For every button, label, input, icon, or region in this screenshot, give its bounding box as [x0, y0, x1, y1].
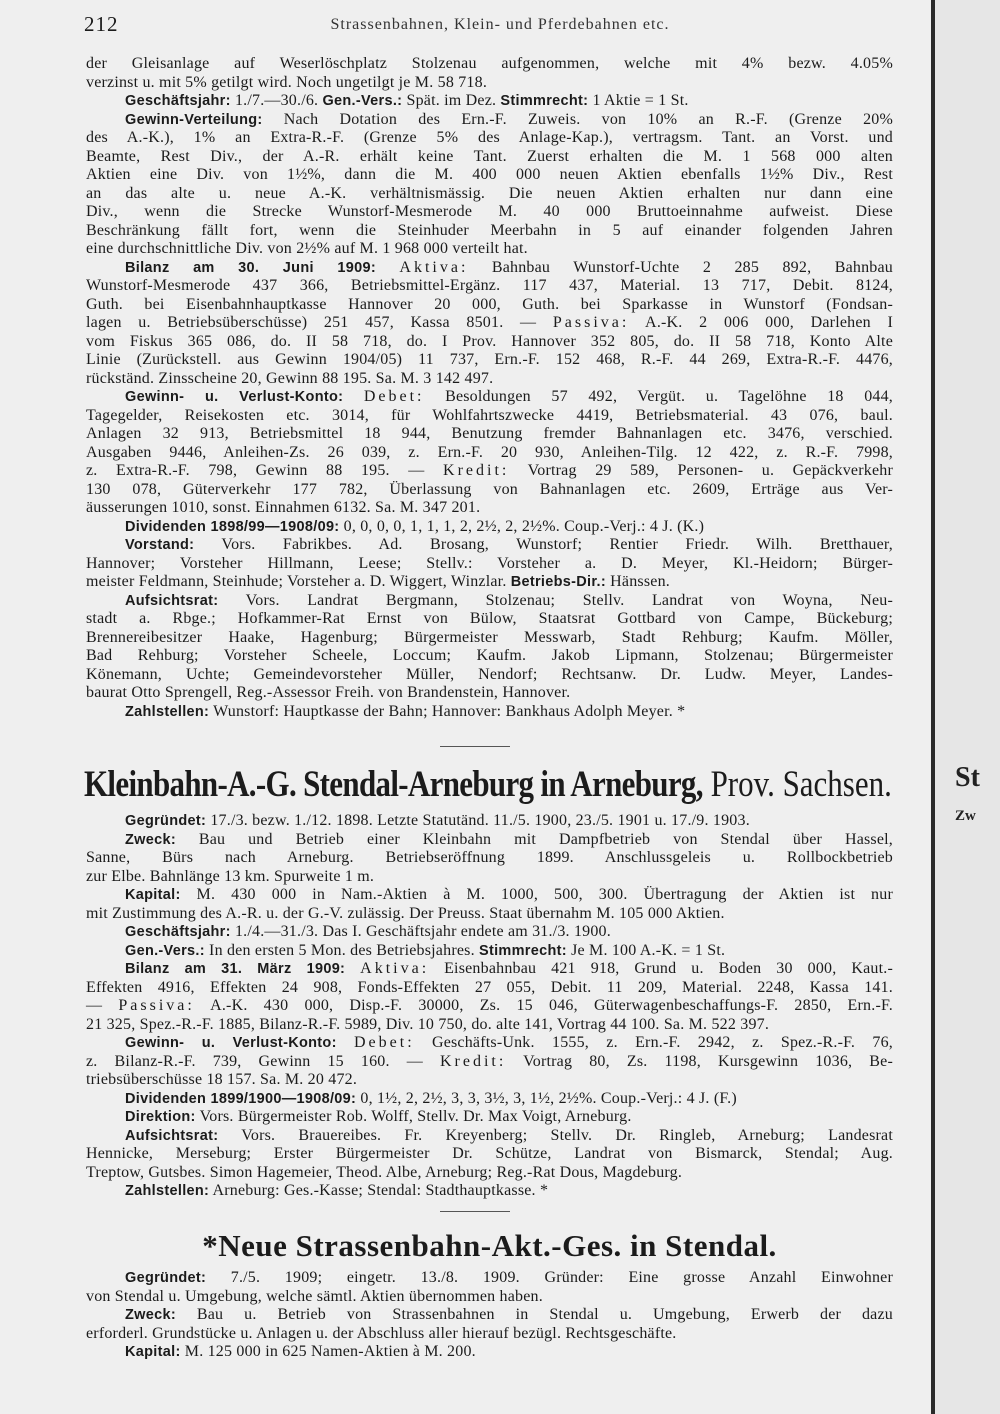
text-line — [86, 1164, 893, 1183]
text-run: Tagegelder, Reisekosten etc. 3014, für Wohlfahrtszwecke 4419, Betriebsmaterial. 43 076, baul. — [86, 406, 893, 424]
text-run: A.-K. 2 006 000, Darlehen I — [629, 314, 893, 331]
text-run: Vortrag 29 589, Personen- u. Gepäckverkehr — [509, 462, 893, 479]
text-line — [86, 684, 893, 703]
text-run: Wunstorf: Hauptkasse der Bahn; Hannover: Bankhaus Adolph Meyer. * — [209, 702, 686, 720]
field-label: Gegründet: — [125, 1270, 207, 1286]
text-run: vom Fiskus 365 086, do. II 58 718, do. I Prov. Hannover 352 805, do. II 58 718, Konto Alte — [86, 332, 893, 350]
text-run: Spät. im Dez. — [402, 92, 501, 109]
text-run: 1 Aktie = 1 St. — [588, 92, 689, 109]
field-label: Gewinn-Verteilung: — [125, 111, 263, 128]
text-line — [86, 1343, 893, 1362]
field-label: Kapital: — [125, 887, 181, 903]
section-title-neue-strassenbahn-stendal: *Neue Strassenbahn-Akt.-Ges. in Stendal. — [202, 1228, 777, 1263]
text-line — [86, 370, 893, 389]
text-run: Treptow, Gutsbes. Simon Hagemeier, Theod. Albe, Arneburg; Reg.-Rat Dous, Magdeburg. — [86, 1163, 683, 1181]
field-label: Vorstand: — [125, 537, 195, 553]
text-run: Ausgaben 9446, Anleihen-Zs. 26 039, z. Ern.-F. 20 930, Anleihen-Tilg. 12 422, z. R.-F. 7998, — [86, 443, 893, 461]
text-line — [86, 629, 893, 648]
adjacent-page-fragment: St — [955, 762, 980, 793]
text-run: Sanne, Bürs nach Arneburg. Betriebseröffnung 1899. Anschlussgeleis u. Rollbockbetrieb — [86, 849, 893, 866]
field-label: Gegründet: — [125, 813, 207, 829]
field-label: Direktion: — [125, 1109, 196, 1125]
text-run: an das alte u. neue A.-K. verhältnismässig. Die neuen Aktien erhalten nur dann eine — [86, 184, 893, 202]
text-line — [86, 647, 893, 666]
text-line — [86, 1306, 893, 1325]
field-label: Zweck: — [125, 831, 176, 848]
field-label: Zahlstellen: — [125, 703, 210, 720]
text-run: M. 125 000 in 625 Namen-Aktien à M. 200. — [180, 1343, 476, 1360]
text-line — [86, 259, 893, 278]
text-line — [86, 960, 893, 979]
text-run — [343, 388, 364, 405]
text-line — [86, 499, 893, 518]
text-run: 0, 1½, 2, 2½, 3, 3, 3½, 3, 1½, 2½%. Coup.-Verj.: 4 J. (F.) — [356, 1089, 737, 1107]
text-line — [86, 425, 893, 444]
spaced-label: Debet: — [363, 388, 425, 405]
text-run: Vortrag 80, Zs. 1198, Kursgewinn 1036, Be- — [506, 1052, 893, 1070]
text-run: äusserungen 1010, sonst. Einnahmen 6132. Sa. M. 347 201. — [86, 499, 481, 516]
text-line — [86, 1108, 893, 1127]
text-run: Vors. Bürgermeister Rob. Wolff, Stellv. Dr. Max Voigt, Arneburg. — [195, 1108, 632, 1125]
spaced-label: Debet: — [354, 1034, 415, 1051]
text-run — [337, 1034, 354, 1051]
text-run: Vors. Brauereibes. Fr. Kreyenberg; Stellv. Dr. Ringleb, Arneburg; Landesrat — [218, 1126, 893, 1144]
text-line — [86, 1053, 893, 1072]
text-run: zur Elbe. Bahnlänge 13 km. Spurweite 1 m. — [86, 867, 375, 885]
text-run: rückständ. Zinsscheine 20, Gewinn 88 195. Sa. M. 3 142 497. — [86, 369, 494, 387]
text-line — [86, 849, 893, 868]
text-line — [86, 388, 893, 407]
text-run: des A.-K.), 1% an Extra-R.-F. (Grenze 5% des Anlage-Kap.), vertragsm. Tant. an Vorst. und — [86, 129, 893, 146]
section-kleinbahn-stendal-arneburg — [86, 812, 893, 1201]
text-line — [86, 333, 893, 352]
text-run: M. 430 000 in Nam.-Aktien à M. 1000, 500, 300. Übertragung der Aktien ist nur — [180, 886, 893, 903]
title-bold: Kleinbahn-A.-G. Stendal-Arneburg in Arneburg, — [84, 764, 703, 805]
text-run: Div., wenn die Strecke Wunstorf-Mesmerode M. 40 000 Bruttoeinnahme aufweist. Diese — [86, 203, 893, 220]
field-label: Aufsichtsrat: — [125, 592, 219, 609]
text-line — [86, 1016, 893, 1035]
spaced-label: Kredit: — [443, 462, 510, 479]
text-run: Hennicke, Merseburg; Erster Bürgermeister Dr. Schütze, Landrat von Bismarck, Stendal; Aug. — [86, 1145, 893, 1162]
text-line — [86, 203, 893, 222]
text-line — [86, 444, 893, 463]
text-line — [86, 166, 893, 185]
text-run: — — [86, 997, 119, 1014]
text-run: Besoldungen 57 492, Vergüt. u. Tagelöhne 18 044, — [424, 388, 893, 405]
text-run: A.-K. 430 000, Disp.-F. 30000, Zs. 15 046, Güterwagenbeschaffungs-F. 2850, Ern.-F. — [194, 997, 893, 1014]
text-run: erforderl. Grundstücke u. Anlagen u. der Abschluss aller hierauf bezügl. Rechtsgeschäfte. — [86, 1324, 677, 1342]
adjacent-page-fragment: Zw — [955, 808, 976, 824]
text-line — [86, 666, 893, 685]
text-run: triebsüberschüsse 18 157. Sa. M. 20 472. — [86, 1071, 358, 1088]
text-run: 130 078, Güterverkehr 177 782, Überlassung von Bahnanlagen etc. 2609, Erträge aus Ver- — [86, 480, 893, 498]
text-run: Beschränkung fällt fort, wenn die Steinhuder Meerbahn in 5 auf einander folgenden Jahren — [86, 221, 893, 239]
text-line — [86, 1325, 893, 1344]
text-run: Könemann, Uchte; Gemeindevorsteher Müller, Nendorf; Rechtsanw. Dr. Ludw. Meyer, Landes- — [86, 665, 893, 683]
section-divider — [440, 746, 510, 747]
text-line — [86, 831, 893, 850]
adjacent-page-strip — [935, 0, 1000, 1414]
spaced-label: Aktiva: — [360, 960, 430, 977]
text-run: Vors. Landrat Bergmann, Stolzenau; Stellv. Landrat von Woyna, Neu- — [218, 591, 893, 609]
text-run: Aktien eine Div. von 1½%, dann die M. 400 000 neuen Aktien ebenfalls 1½% Div., Rest — [86, 166, 893, 183]
text-run: Arneburg: Ges.-Kasse; Stendal: Stadthauptkasse. * — [209, 1182, 549, 1199]
text-run: Bahnbau Wunstorf-Uchte 2 285 892, Bahnbau — [468, 258, 893, 276]
field-label: Geschäftsjahr: — [125, 924, 231, 940]
text-line — [86, 277, 893, 296]
text-run: Anlagen 32 913, Betriebsmittel 18 944, Benutzung fremder Bahnanlagen etc. 3476, verschied. — [86, 425, 893, 442]
section-neue-strassenbahn-stendal — [86, 1269, 893, 1362]
running-head: Strassenbahnen, Klein- und Pferdebahnen etc. — [330, 16, 670, 33]
text-run: Hannover; Vorsteher Hillmann, Leese; Stellv.: Vorsteher a. D. Meyer, Kl.-Heidorn; Bürger- — [86, 554, 893, 572]
text-run: Je M. 100 A.-K. = 1 St. — [566, 941, 726, 959]
text-line — [86, 148, 893, 167]
text-line — [86, 1127, 893, 1146]
text-line — [86, 703, 893, 722]
text-line — [86, 314, 893, 333]
section-continuation — [86, 55, 893, 721]
text-run: Effekten 4916, Effekten 24 908, Fonds-Effekten 27 055, Debit. 11 209, Material. 2248, Kassa 141. — [86, 978, 893, 996]
text-line — [86, 240, 893, 259]
field-label: Geschäftsjahr: — [125, 93, 231, 109]
text-line — [86, 905, 893, 924]
text-run: Linie (Zurückstell. aus Gewinn 1904/05) 11 737, Ern.-F. 152 468, R.-F. 44 269, Extra-R.-F. 4476, — [86, 351, 893, 368]
text-run: der Gleisanlage auf Weserlöschplatz Stolzenau aufgenommen, welche mit 4% bezw. 4.05% — [86, 55, 893, 72]
text-run: Brennereibesitzer Haake, Hagenburg; Bürgermeister Messwarb, Stadt Rehburg; Kaufm. Möller, — [86, 628, 893, 646]
text-line — [86, 886, 893, 905]
spaced-label: Kredit: — [440, 1052, 507, 1070]
text-run: 17./3. bezw. 1./12. 1898. Letzte Statutänd. 11./5. 1900, 23./5. 1901 u. 17./9. 1903. — [206, 812, 750, 829]
field-label: Bilanz am 30. Juni 1909: — [125, 259, 376, 276]
title-text — [84, 764, 892, 806]
text-line — [86, 1090, 893, 1109]
spaced-label: Passiva: — [552, 314, 630, 331]
text-run: 0, 0, 0, 0, 1, 1, 1, 2, 2½, 2, 2½%. Coup.-Verj.: 4 J. (K.) — [339, 517, 705, 535]
text-line — [86, 536, 893, 555]
text-run — [376, 259, 399, 276]
text-line — [86, 92, 893, 111]
text-run — [345, 960, 360, 977]
text-run: eine durchschnittliche Div. von 2½% auf M. 1 968 000 verteilt hat. — [86, 240, 528, 257]
text-run: 21 325, Spez.-R.-F. 1885, Bilanz-R.-F. 5989, Div. 10 750, do. alte 141, Vortrag 44 100. Sa. M. 522 397. — [86, 1015, 770, 1033]
text-run: Hänssen. — [605, 573, 670, 590]
text-run: Bau u. Betrieb von Strassenbahnen in Stendal u. Umgebung, Erwerb der dazu — [175, 1306, 893, 1323]
text-line — [86, 296, 893, 315]
field-label: Zweck: — [125, 1307, 176, 1323]
text-run: baurat Otto Sprengell, Reg.-Assessor Freih. von Brandenstein, Hannover. — [86, 684, 571, 701]
text-run: von Stendal u. Umgebung, welche sämtl. Aktien übernommen haben. — [86, 1287, 543, 1305]
text-line — [86, 1071, 893, 1090]
text-line — [86, 1269, 893, 1288]
spaced-label: Passiva: — [118, 997, 195, 1014]
text-line — [86, 1034, 893, 1053]
text-run: stadt a. Rbge.; Hofkammer-Rat Ernst von Bülow, Staatsrat Gottbard von Campe, Bückeburg; — [86, 610, 893, 627]
text-line — [86, 923, 893, 942]
text-line — [86, 407, 893, 426]
text-line — [86, 462, 893, 481]
text-run: lagen u. Betriebsüberschüsse) 251 457, Kassa 8501. — — [86, 314, 553, 331]
text-line — [86, 592, 893, 611]
field-label: Dividenden 1899/1900—1908/09: — [125, 1090, 357, 1107]
text-run: 7./5. 1909; eingetr. 13./8. 1909. Gründer: Eine grosse Anzahl Einwohner — [206, 1269, 893, 1286]
title-regular: Prov. Sachsen. — [710, 764, 892, 805]
text-line — [86, 129, 893, 148]
page-number: 212 — [84, 12, 119, 36]
text-run: 1./4.—31./3. Das I. Geschäftsjahr endete am 31./3. 1900. — [230, 923, 611, 940]
section-title-kleinbahn-stendal-arneburg — [84, 764, 894, 806]
text-line — [86, 185, 893, 204]
text-line — [86, 1288, 893, 1307]
field-label: Gewinn- u. Verlust-Konto: — [125, 389, 344, 405]
text-run: Vors. Fabrikbes. Ad. Brosang, Wunstorf; Rentier Friedr. Wilh. Bretthauer, — [194, 536, 893, 553]
text-run: Bau und Betrieb einer Kleinbahn mit Dampfbetrieb von Stendal über Hassel, — [175, 830, 893, 848]
field-label: Aufsichtsrat: — [125, 1127, 219, 1144]
text-line — [86, 942, 893, 961]
field-label: Gewinn- u. Verlust-Konto: — [125, 1035, 337, 1051]
text-line — [86, 74, 893, 93]
field-label: Gen.-Vers.: — [125, 942, 205, 959]
field-label: Stimmrecht: — [478, 942, 567, 959]
text-run: Guth. bei Eisenbahnhauptkasse Hannover 20 000, Guth. bei Sparkasse in Wunstorf (Fondsan- — [86, 295, 893, 313]
text-line — [86, 55, 893, 74]
text-line — [86, 610, 893, 629]
text-line — [86, 481, 893, 500]
field-label: Kapital: — [125, 1344, 181, 1360]
text-run: Eisenbahnbau 421 918, Grund u. Boden 30 000, Kaut.- — [429, 960, 893, 977]
field-label: Bilanz am 31. März 1909: — [125, 961, 346, 977]
text-run: 1./7.—30./6. — [230, 92, 323, 109]
text-run: z. Extra-R.-F. 798, Gewinn 88 195. — — [86, 462, 444, 479]
text-run: Nach Dotation des Ern.-F. Zuweis. von 10% an R.-F. (Grenze 20% — [262, 110, 893, 128]
field-label: Stimmrecht: — [500, 93, 589, 109]
text-run: mit Zustimmung des A.-R. u. der G.-V. zulässig. Der Preuss. Staat übernahm M. 105 000 Aktien. — [86, 904, 725, 922]
text-line — [86, 222, 893, 241]
text-run: Geschäfts-Unk. 1555, z. Ern.-F. 2942, z. Spez.-R.-F. 76, — [414, 1034, 894, 1051]
text-line — [86, 573, 893, 592]
text-line — [86, 1182, 893, 1201]
text-line — [86, 351, 893, 370]
field-label: Zahlstellen: — [125, 1183, 210, 1199]
text-line — [86, 518, 893, 537]
text-run: Wunstorf-Mesmerode 437 366, Betriebsmittel-Ergänz. 117 437, Material. 13 717, Debit. 8124, — [86, 277, 893, 294]
text-run: Bad Rehburg; Vorsteher Scheele, Loccum; Kaufm. Jakob Lipmann, Stolzenau; Bürgermeister — [86, 647, 893, 664]
text-line — [86, 111, 893, 130]
section-divider — [440, 1211, 510, 1212]
text-run: meister Feldmann, Steinhude; Vorsteher a. D. Wiggert, Winzlar. — [86, 573, 511, 590]
field-label: Gen.-Vers.: — [322, 93, 403, 109]
text-line — [86, 979, 893, 998]
text-run: In den ersten 5 Mon. des Betriebsjahres. — [204, 941, 479, 959]
text-line — [86, 997, 893, 1016]
field-label: Dividenden 1898/99—1908/09: — [125, 518, 340, 535]
text-run: Beamte, Rest Div., der A.-R. erhält keine Tant. Zuerst erhalten die M. 1 568 000 alten — [86, 147, 893, 165]
text-line — [86, 868, 893, 887]
field-label: Betriebs-Dir.: — [510, 574, 606, 590]
text-run: z. Bilanz-R.-F. 739, Gewinn 15 160. — — [86, 1052, 440, 1070]
text-line — [86, 555, 893, 574]
text-run: verzinst u. mit 5% getilgt wird. Noch ungetilgt je M. 58 718. — [86, 73, 488, 91]
text-line — [86, 812, 893, 831]
text-line — [86, 1145, 893, 1164]
spaced-label: Aktiva: — [399, 258, 469, 276]
